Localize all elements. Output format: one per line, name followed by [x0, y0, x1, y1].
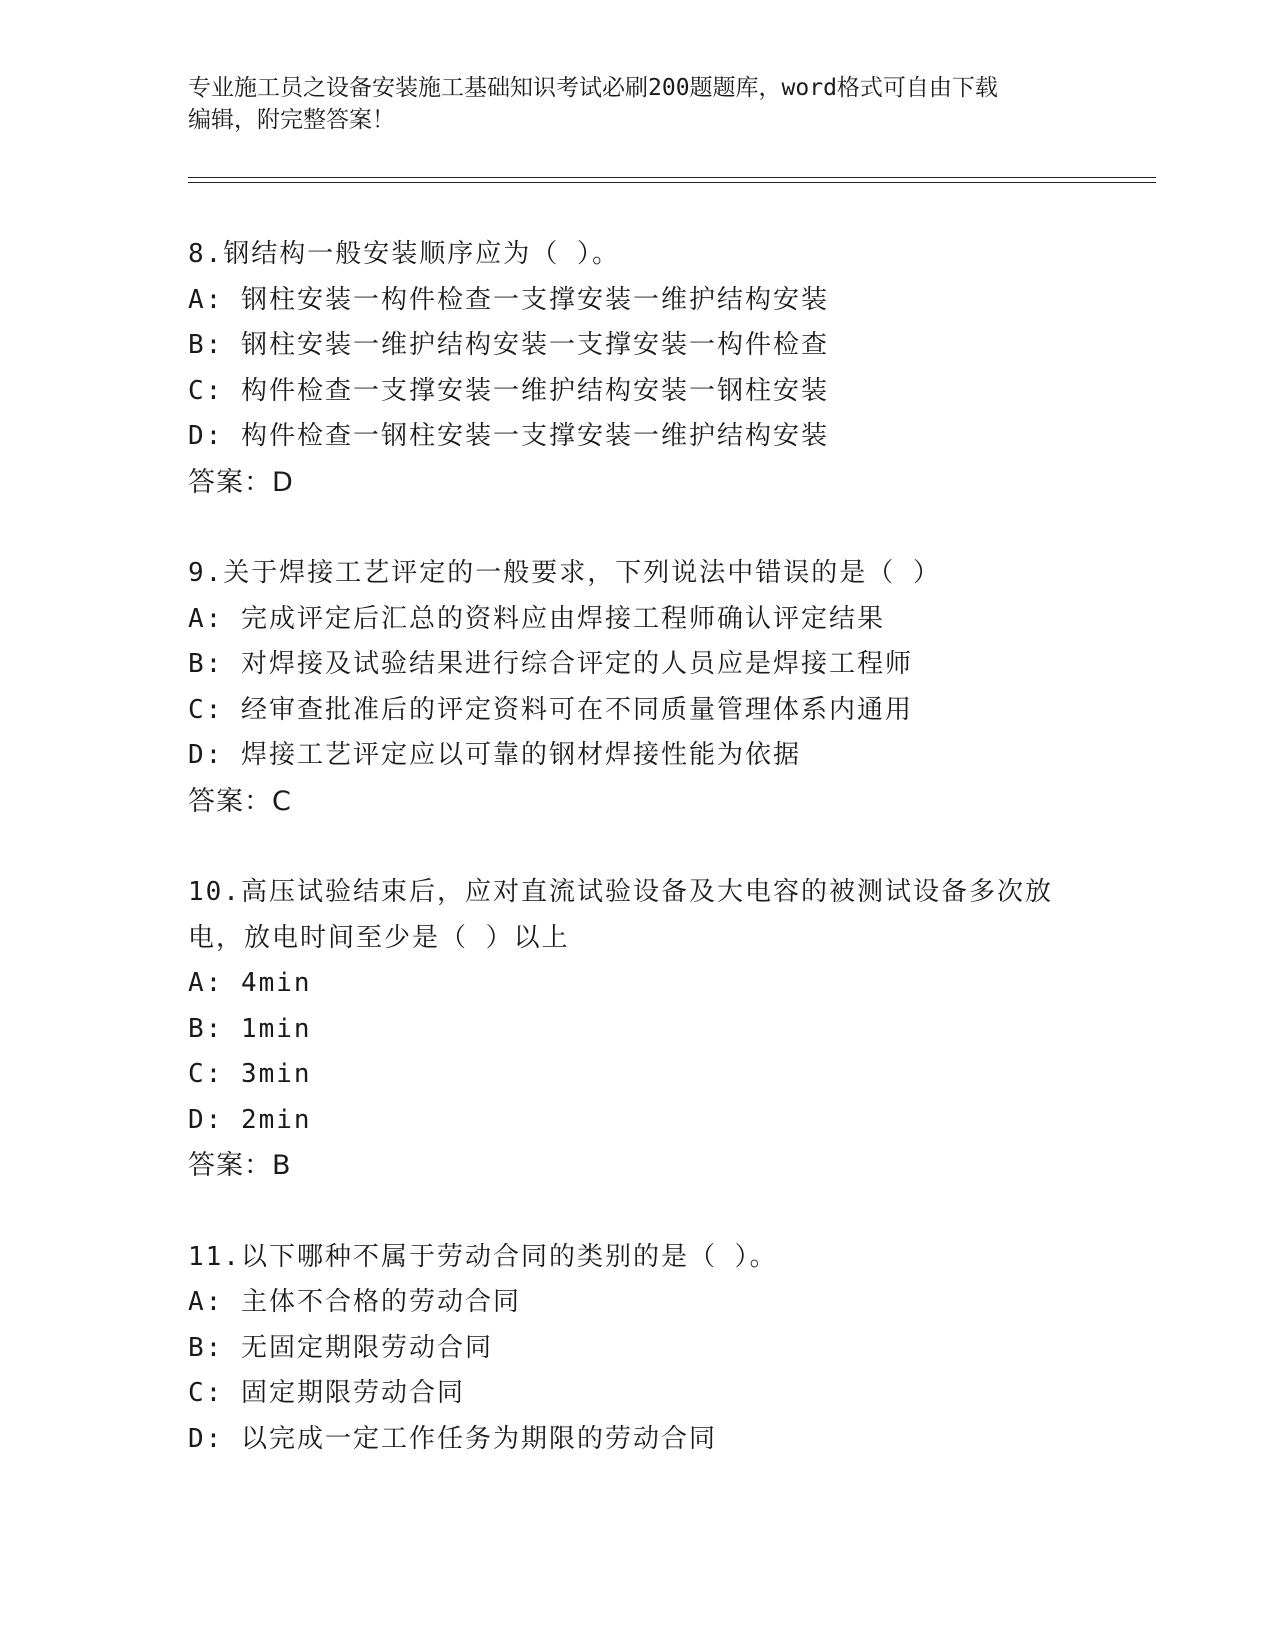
option-d: D: 构件检查一钢柱安装一支撑安装一维护结构安装 [188, 421, 829, 451]
header-title-line-1: 专业施工员之设备安装施工基础知识考试必刷200题题库，word格式可自由下载 [188, 75, 998, 101]
question-text: 11.以下哪种不属于劳动合同的类别的是（ ）。 [188, 1241, 778, 1272]
option-a: A: 钢柱安装一构件检查一支撑安装一维护结构安装 [188, 284, 829, 315]
question-9 [188, 551, 1148, 824]
option-c: C: 3min [188, 1059, 312, 1089]
answer-line: 答案：B [188, 1150, 292, 1181]
answer-line: 答案：C [188, 785, 292, 817]
header-divider [188, 177, 1156, 183]
question-list [188, 232, 1148, 1508]
option-d: D: 2min [188, 1104, 312, 1135]
option-a: A: 4min [188, 968, 312, 998]
option-b: B: 无固定期限劳动合同 [188, 1332, 493, 1363]
option-d: D: 以完成一定工作任务为期限的劳动合同 [188, 1423, 717, 1454]
question-10 [188, 870, 1148, 1189]
header-title-line-2: 编辑，附完整答案！ [188, 107, 395, 133]
answer-line: 答案：D [188, 466, 294, 498]
option-a: A: 主体不合格的劳动合同 [188, 1287, 521, 1317]
option-b: B: 1min [188, 1013, 312, 1044]
option-b: B: 对焊接及试验结果进行综合评定的人员应是焊接工程师 [188, 649, 913, 679]
question-11 [188, 1235, 1148, 1463]
question-text: 8.钢结构一般安装顺序应为（ ）。 [188, 239, 620, 269]
option-c: C: 固定期限劳动合同 [188, 1378, 465, 1408]
option-b: B: 钢柱安装一维护结构安装一支撑安装一构件检查 [188, 330, 829, 360]
option-c: C: 经审查批准后的评定资料可在不同质量管理体系内通用 [188, 694, 913, 725]
question-8 [188, 232, 1148, 505]
document-header [188, 72, 1088, 136]
question-text: 9.关于焊接工艺评定的一般要求，下列说法中错误的是（ ） [188, 558, 941, 588]
question-text: 10.高压试验结束后，应对直流试验设备及大电容的被测试设备多次放电，放电时间至少是（ ）以上 [188, 877, 1053, 953]
option-c: C: 构件检查一支撑安装一维护结构安装一钢柱安装 [188, 375, 829, 406]
option-d: D: 焊接工艺评定应以可靠的钢材焊接性能为依据 [188, 740, 801, 770]
option-a: A: 完成评定后汇总的资料应由焊接工程师确认评定结果 [188, 603, 885, 634]
